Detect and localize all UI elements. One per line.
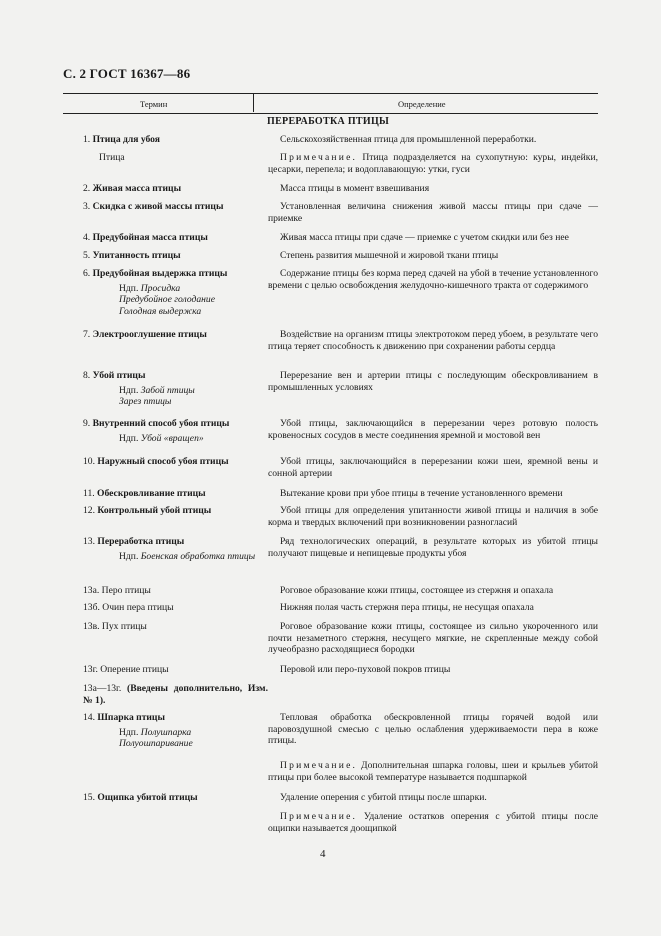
- definition-cell: Удаление оперения с убитой птицы после шпарки.: [280, 792, 487, 803]
- term-name: Птица: [99, 152, 125, 163]
- term-cell: [63, 456, 268, 468]
- term-name: Пух птицы: [101, 621, 147, 632]
- term-name: Предубойная выдержка птицы: [92, 268, 228, 279]
- definition-cell: Воздействие на организм птицы электротоком перед убоем, в результате чего птица теряет способность к движению при сохранении работы сердца: [268, 329, 598, 352]
- term-number: 13а—13г.: [83, 683, 127, 694]
- definition-cell: Установленная величина снижения живой массы птицы при сдаче — приемке: [268, 201, 598, 224]
- term-cell: [63, 268, 268, 317]
- definition-cell: Тепловая обработка обескровленной птицы горячей водой или паровоздушной смесью с целью ослабления удерживаемости пера в коже птицы.: [268, 712, 598, 747]
- term-number: 8.: [83, 370, 93, 381]
- term-cell: [63, 683, 268, 706]
- definition-cell: Ряд технологических операций, в результате которых из убитой птицы получают пищевые и непищевые продукты убоя: [268, 536, 598, 559]
- term-number: 10.: [83, 456, 98, 467]
- term-cell: [63, 585, 268, 597]
- definition-cell: Вытекание крови при убое птицы в течение установленного времени: [280, 488, 563, 499]
- term-number: 9.: [83, 418, 93, 429]
- term-cell: [63, 183, 268, 195]
- synonym: Полуошпаривание: [119, 738, 193, 750]
- definition-cell: Убой птицы, заключающийся в перерезании кожи шеи, яремной вены и сонной артерии: [268, 456, 598, 479]
- term-name: Оперение птицы: [100, 664, 169, 675]
- term-cell: [63, 329, 268, 341]
- synonym: Предубойное голодание: [119, 294, 215, 306]
- synonym-label: Ндп.: [119, 726, 141, 738]
- term-name: Контрольный убой птицы: [97, 505, 212, 516]
- term-name: Электрооглушение птицы: [92, 329, 207, 340]
- term-cell: [63, 712, 268, 750]
- synonym: Ндп. Забой птицы: [119, 384, 195, 396]
- term-cell: [63, 201, 268, 213]
- deprecated-synonyms: [83, 727, 268, 750]
- term-number: 3.: [83, 201, 93, 212]
- synonym-label: Ндп.: [119, 432, 141, 444]
- term-name: (Введены дополнительно, Изм. № 1).: [83, 683, 268, 706]
- term-cell: [63, 621, 268, 633]
- definition-cell: Живая масса птицы при сдаче — приемке с учетом скидки или без нее: [280, 232, 569, 243]
- synonym-label: Ндп.: [119, 550, 141, 562]
- term-cell: [63, 152, 284, 164]
- deprecated-synonyms: [83, 283, 268, 318]
- column-divider: [253, 93, 254, 112]
- term-cell: [63, 232, 268, 244]
- deprecated-synonyms: [83, 385, 268, 408]
- page-number: 4: [320, 848, 326, 860]
- term-number: 11.: [83, 488, 98, 499]
- term-cell: [63, 250, 268, 262]
- definition-cell: Роговое образование кожи птицы, состоящее из стержня и опахала: [280, 585, 554, 596]
- term-number: 13г.: [83, 664, 101, 675]
- synonym: Зарез птицы: [119, 396, 172, 408]
- section-title: ПЕРЕРАБОТКА ПТИЦЫ: [267, 116, 390, 127]
- term-number: 6.: [83, 268, 93, 279]
- term-cell: [63, 370, 268, 408]
- deprecated-synonyms: [83, 551, 268, 563]
- term-cell: [63, 602, 268, 614]
- term-cell: [63, 536, 268, 562]
- term-name: Переработка птицы: [97, 536, 185, 547]
- note-label: Примечание.: [280, 811, 358, 822]
- synonym: Ндп. Боенская обработка птицы: [119, 550, 256, 562]
- definition-cell: Роговое образование кожи птицы, состоящее из сильно укороченного или почти незаметного стержня, несущего мягкие, не скрепленные между собой лучеобразно расходящиеся бородки: [268, 621, 598, 656]
- term-number: 4.: [83, 232, 93, 243]
- definition-cell: Масса птицы в момент взвешивания: [280, 183, 430, 194]
- term-name: Внутренний способ убоя птицы: [92, 418, 230, 429]
- term-number: 5.: [83, 250, 93, 261]
- term-name: Наружный способ убоя птицы: [97, 456, 229, 467]
- term-number: 12.: [83, 505, 98, 516]
- synonym: Голодная выдержка: [119, 305, 202, 317]
- definition-cell: Убой птицы, заключающийся в перерезании через ротовую полость кровеносных сосудов в месте соединения яремной и мостовой вен: [268, 418, 598, 441]
- term-number: 2.: [83, 183, 93, 194]
- page-header: С. 2 ГОСТ 16367—86: [63, 66, 191, 81]
- definition-cell: Примечание. Птица подразделяется на сухопутную: куры, индейки, цесарки, перепела; и водоплавающую: утки, гуси: [268, 152, 598, 175]
- term-cell: [63, 488, 268, 500]
- term-number: 7.: [83, 329, 93, 340]
- term-number: 13а.: [83, 585, 102, 596]
- term-number: 1.: [83, 134, 93, 145]
- term-name: Скидка с живой массы птицы: [92, 201, 224, 212]
- synonym: Ндп. Просидка: [119, 282, 181, 294]
- term-cell: [63, 134, 268, 146]
- definition-cell: Перовой или перо-пуховой покров птицы: [280, 664, 451, 675]
- note-label: Примечание.: [280, 152, 358, 163]
- term-name: Обескровливание птицы: [97, 488, 206, 499]
- note-label: Примечание.: [280, 760, 358, 771]
- definition-cell: Убой птицы для определения упитанности живой птицы и наличия в зобе корма и твердых включений при возникновении разногласий: [268, 505, 598, 528]
- column-header-term: Термин: [140, 99, 168, 109]
- synonym-label: Ндп.: [119, 384, 141, 396]
- term-name: Предубойная масса птицы: [92, 232, 208, 243]
- definition-cell: Примечание. Дополнительная шпарка головы, шеи и крыльев убитой птицы при более высокой температуре называется подшпаркой: [268, 760, 598, 783]
- synonym-label: Ндп.: [119, 282, 141, 294]
- term-name: Живая масса птицы: [92, 183, 182, 194]
- term-number: 13.: [83, 536, 98, 547]
- table-header: [63, 93, 598, 114]
- synonym: Ндп. Убой «вращеп»: [119, 432, 204, 444]
- term-name: Убой птицы: [92, 370, 146, 381]
- term-number: 14.: [83, 712, 98, 723]
- deprecated-synonyms: [83, 433, 268, 445]
- definition-cell: Перерезание вен и артерии птицы с последующим обескровливанием в промышленных условиях: [268, 370, 598, 393]
- term-cell: [63, 418, 268, 444]
- term-name: Очин пера птицы: [102, 602, 174, 613]
- synonym: Ндп. Полушпарка: [119, 726, 192, 738]
- definition-cell: Степень развития мышечной и жировой ткани птицы: [280, 250, 499, 261]
- term-number: 13б.: [83, 602, 103, 613]
- term-number: 15.: [83, 792, 98, 803]
- term-cell: [63, 505, 268, 517]
- definition-cell: Нижняя полая часть стержня пера птицы, не несущая опахала: [280, 602, 534, 613]
- definition-cell: Содержание птицы без корма перед сдачей на убой в течение установленного времени с целью освобождения желудочно-кишечного тракта от содержимого: [268, 268, 598, 291]
- term-name: Шпарка птицы: [97, 712, 165, 723]
- term-name: Птица для убоя: [92, 134, 160, 145]
- term-cell: [63, 664, 268, 676]
- column-header-definition: Определение: [398, 99, 446, 109]
- term-name: Упитанность птицы: [92, 250, 181, 261]
- term-name: Перо птицы: [101, 585, 151, 596]
- term-name: Ощипка убитой птицы: [97, 792, 198, 803]
- term-number: 13в.: [83, 621, 102, 632]
- definition-cell: Примечание. Удаление остатков оперения с убитой птицы после ощипки называется доощипкой: [268, 811, 598, 834]
- term-cell: [63, 792, 268, 804]
- definition-cell: Сельскохозяйственная птица для промышленной переработки.: [280, 134, 537, 145]
